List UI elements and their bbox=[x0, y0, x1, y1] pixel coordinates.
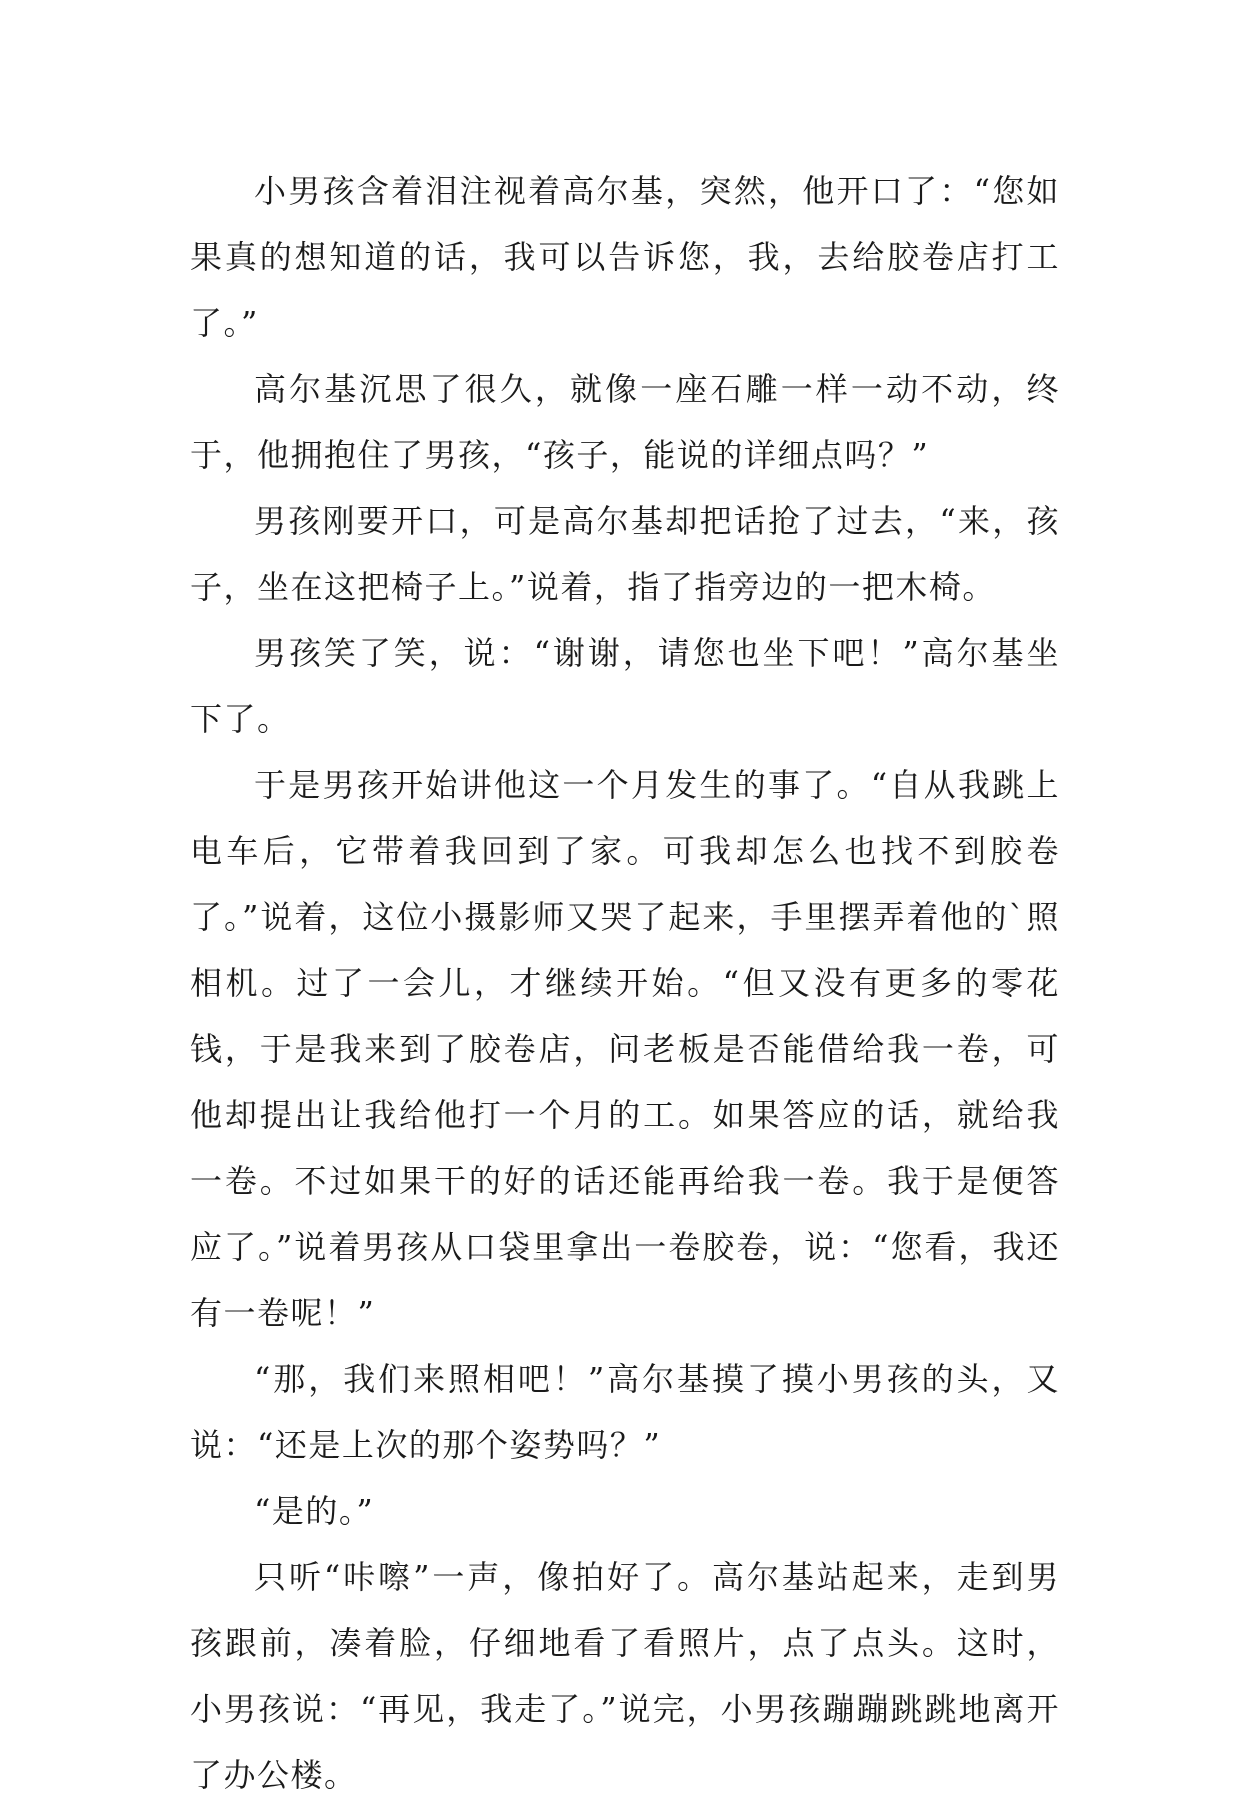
paragraph: 高尔基沉思了很久，就像一座石雕一样一动不动，终于，他拥抱住了男孩，“孩子，能说的详细点吗？” bbox=[190, 370, 1060, 474]
document-page bbox=[190, 158, 1060, 1808]
paragraph: 只听“咔嚓”一声，像拍好了。高尔基站起来，走到男孩跟前，凑着脸，仔细地看了看照片，点了点头。这时，小男孩说：“再见，我走了。”说完，小男孩蹦蹦跳跳地离开了办公楼。 bbox=[190, 1558, 1060, 1794]
paragraph: “是的。” bbox=[254, 1492, 375, 1530]
paragraph: 男孩笑了笑，说：“谢谢，请您也坐下吧！”高尔基坐下了。 bbox=[190, 634, 1060, 738]
paragraph: 小男孩含着泪注视着高尔基，突然，他开口了：“您如果真的想知道的话，我可以告诉您，我，去给胶卷店打工了。” bbox=[190, 172, 1060, 342]
paragraph: 于是男孩开始讲他这一个月发生的事了。“自从我跳上电车后，它带着我回到了家。可我却怎么也找不到胶卷了。”说着，这位小摄影师又哭了起来，手里摆弄着他的`照相机。过了一会儿，才继续开始。“但又没有更多的零花钱，于是我来到了胶卷店，问老板是否能借给我一卷，可他却提出让我给他打一个月的工。如果答应的话，就给我一卷。不过如果干的好的话还能再给我一卷。我于是便答应了。”说着男孩从口袋里拿出一卷胶卷，说：“您看，我还有一卷呢！” bbox=[190, 766, 1060, 1332]
paragraph: 男孩刚要开口，可是高尔基却把话抢了过去，“来，孩子，坐在这把椅子上。”说着，指了指旁边的一把木椅。 bbox=[190, 502, 1060, 606]
paragraph: “那，我们来照相吧！”高尔基摸了摸小男孩的头，又说：“还是上次的那个姿势吗？” bbox=[190, 1360, 1060, 1464]
